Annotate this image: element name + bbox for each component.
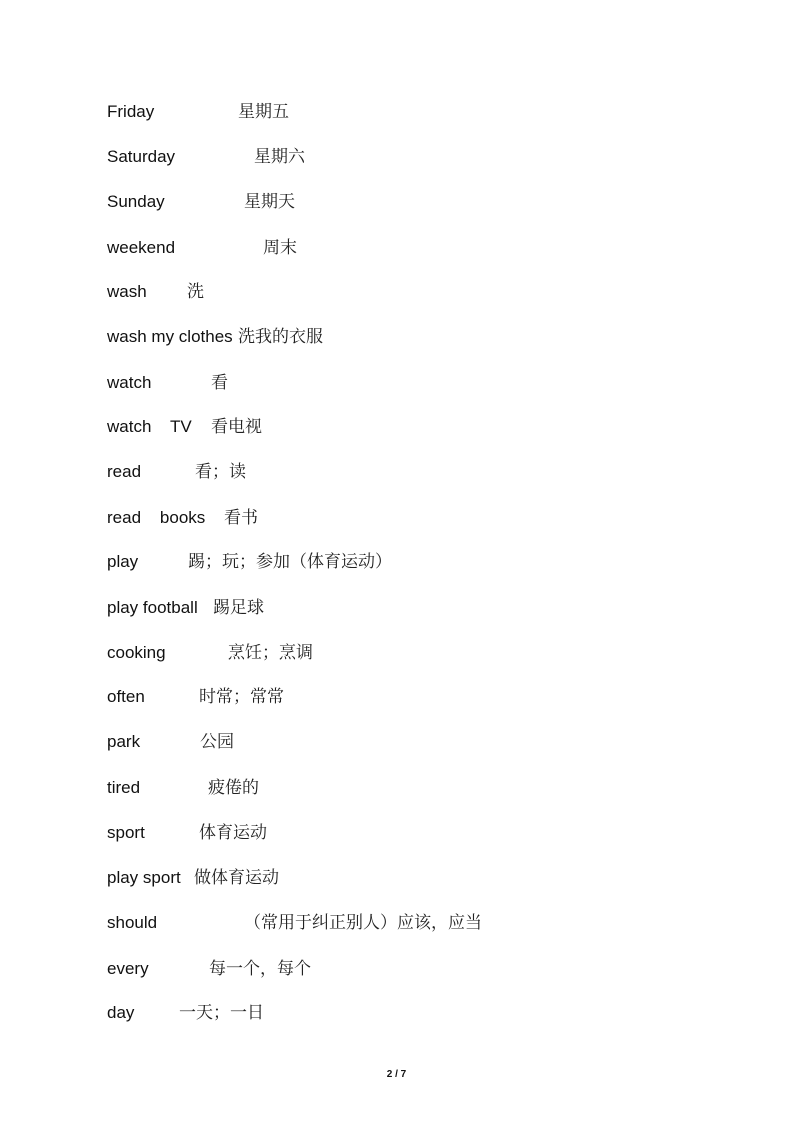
english-term: Saturday — [107, 147, 176, 166]
english-term: play football — [107, 598, 198, 617]
english-term: day — [107, 1003, 135, 1022]
english-term: park — [107, 732, 141, 751]
chinese-meaning: 一天；一日 — [179, 1003, 264, 1023]
english-term: sport — [107, 823, 145, 842]
chinese-meaning: 看 — [211, 373, 228, 393]
english-term: cooking — [107, 643, 166, 662]
chinese-meaning: 公园 — [200, 732, 234, 752]
page-number: 2 / 7 — [386, 1069, 407, 1080]
english-term: every — [107, 959, 149, 978]
english-term: tired — [107, 778, 141, 797]
english-term: read books — [107, 508, 206, 527]
chinese-meaning: 洗 — [187, 282, 204, 302]
chinese-meaning: 疲倦的 — [208, 778, 259, 798]
english-term: weekend — [107, 238, 176, 257]
chinese-meaning: （常用于纠正别人）应该，应当 — [244, 913, 482, 933]
chinese-meaning: 踢；玩；参加（体育运动） — [188, 552, 392, 572]
chinese-meaning: 星期天 — [244, 192, 295, 212]
english-term: read — [107, 462, 142, 481]
chinese-meaning: 烹饪；烹调 — [228, 643, 313, 663]
chinese-meaning: 周末 — [263, 238, 297, 258]
chinese-meaning: 看电视 — [211, 417, 262, 437]
english-term: wash my clothes — [107, 327, 233, 346]
english-term: wash — [107, 282, 147, 301]
english-term: play sport — [107, 868, 181, 887]
chinese-meaning: 踢足球 — [213, 598, 264, 618]
chinese-meaning: 体育运动 — [199, 823, 267, 843]
chinese-meaning: 时常；常常 — [199, 687, 284, 707]
english-term: Friday — [107, 102, 155, 121]
chinese-meaning: 星期五 — [238, 102, 289, 122]
chinese-meaning: 每一个，每个 — [209, 959, 311, 979]
english-term: Sunday — [107, 192, 165, 211]
english-term: play — [107, 552, 139, 571]
english-term: watch — [107, 373, 152, 392]
english-term: watch TV — [107, 417, 192, 436]
chinese-meaning: 洗我的衣服 — [238, 327, 323, 347]
english-term: should — [107, 913, 158, 932]
chinese-meaning: 做体育运动 — [194, 868, 279, 888]
chinese-meaning: 看；读 — [195, 462, 246, 482]
chinese-meaning: 星期六 — [254, 147, 305, 167]
english-term: often — [107, 687, 145, 706]
chinese-meaning: 看书 — [224, 508, 258, 528]
